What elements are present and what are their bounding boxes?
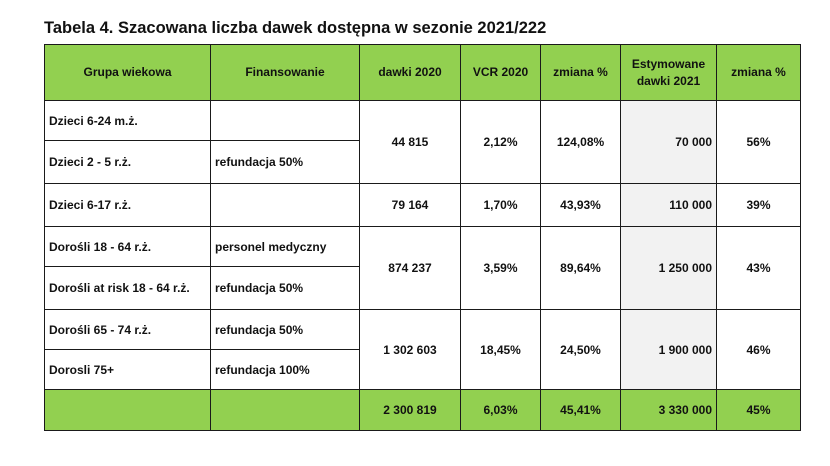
header-estimated-line2: dawki 2021 (636, 73, 701, 88)
total-empty-1 (45, 390, 211, 431)
cell-financing: refundacja 50% (211, 141, 360, 184)
cell-group: Dorośli at risk 18 - 64 r.ż. (45, 267, 211, 310)
cell-doses-2020: 1 302 603 (360, 310, 461, 390)
cell-financing: refundacja 50% (211, 310, 360, 350)
cell-financing: refundacja 50% (211, 267, 360, 310)
total-vcr: 6,03% (461, 390, 541, 431)
cell-financing: refundacja 100% (211, 350, 360, 390)
cell-group: Dzieci 6-24 m.ż. (45, 101, 211, 141)
table-row (45, 310, 801, 350)
cell-change-2: 39% (717, 184, 801, 227)
header-change-2: zmiana % (717, 45, 801, 101)
cell-group: Dorosli 75+ (45, 350, 211, 390)
cell-vcr: 1,70% (461, 184, 541, 227)
header-age-group: Grupa wiekowa (45, 45, 211, 101)
cell-est-2021: 110 000 (621, 184, 717, 227)
header-estimated-line1: Estymowane (631, 56, 706, 71)
cell-doses-2020: 44 815 (360, 101, 461, 184)
cell-financing: personel medyczny (211, 227, 360, 267)
cell-change-2: 46% (717, 310, 801, 390)
cell-doses-2020: 79 164 (360, 184, 461, 227)
table-row (45, 184, 801, 227)
cell-group: Dorośli 18 - 64 r.ż. (45, 227, 211, 267)
cell-group: Dzieci 6-17 r.ż. (45, 184, 211, 227)
total-doses-2020: 2 300 819 (360, 390, 461, 431)
table-title: Tabela 4. Szacowana liczba dawek dostępna w sezonie 2021/222 (44, 19, 547, 37)
cell-group: Dorośli 65 - 74 r.ż. (45, 310, 211, 350)
total-empty-2 (211, 390, 360, 431)
header-vcr-2020: VCR 2020 (461, 45, 541, 101)
cell-change-2: 56% (717, 101, 801, 184)
cell-doses-2020: 874 237 (360, 227, 461, 310)
cell-financing (211, 101, 360, 141)
total-change: 45,41% (541, 390, 621, 431)
cell-change: 43,93% (541, 184, 621, 227)
header-doses-2020: dawki 2020 (360, 45, 461, 101)
cell-change: 89,64% (541, 227, 621, 310)
cell-est-2021: 70 000 (621, 101, 717, 184)
total-change-2: 45% (717, 390, 801, 431)
cell-group: Dzieci 2 - 5 r.ż. (45, 141, 211, 184)
cell-est-2021: 1 900 000 (621, 310, 717, 390)
cell-vcr: 2,12% (461, 101, 541, 184)
cell-change: 24,50% (541, 310, 621, 390)
table-row (45, 227, 801, 267)
cell-est-2021: 1 250 000 (621, 227, 717, 310)
header-change: zmiana % (541, 45, 621, 101)
doses-table (44, 44, 801, 431)
table-row (45, 101, 801, 141)
cell-financing (211, 184, 360, 227)
cell-change: 124,08% (541, 101, 621, 184)
total-est-2021: 3 330 000 (621, 390, 717, 431)
header-row (45, 45, 801, 101)
header-estimated (621, 45, 717, 101)
total-row (45, 390, 801, 431)
cell-change-2: 43% (717, 227, 801, 310)
header-financing: Finansowanie (211, 45, 360, 101)
cell-vcr: 18,45% (461, 310, 541, 390)
cell-vcr: 3,59% (461, 227, 541, 310)
